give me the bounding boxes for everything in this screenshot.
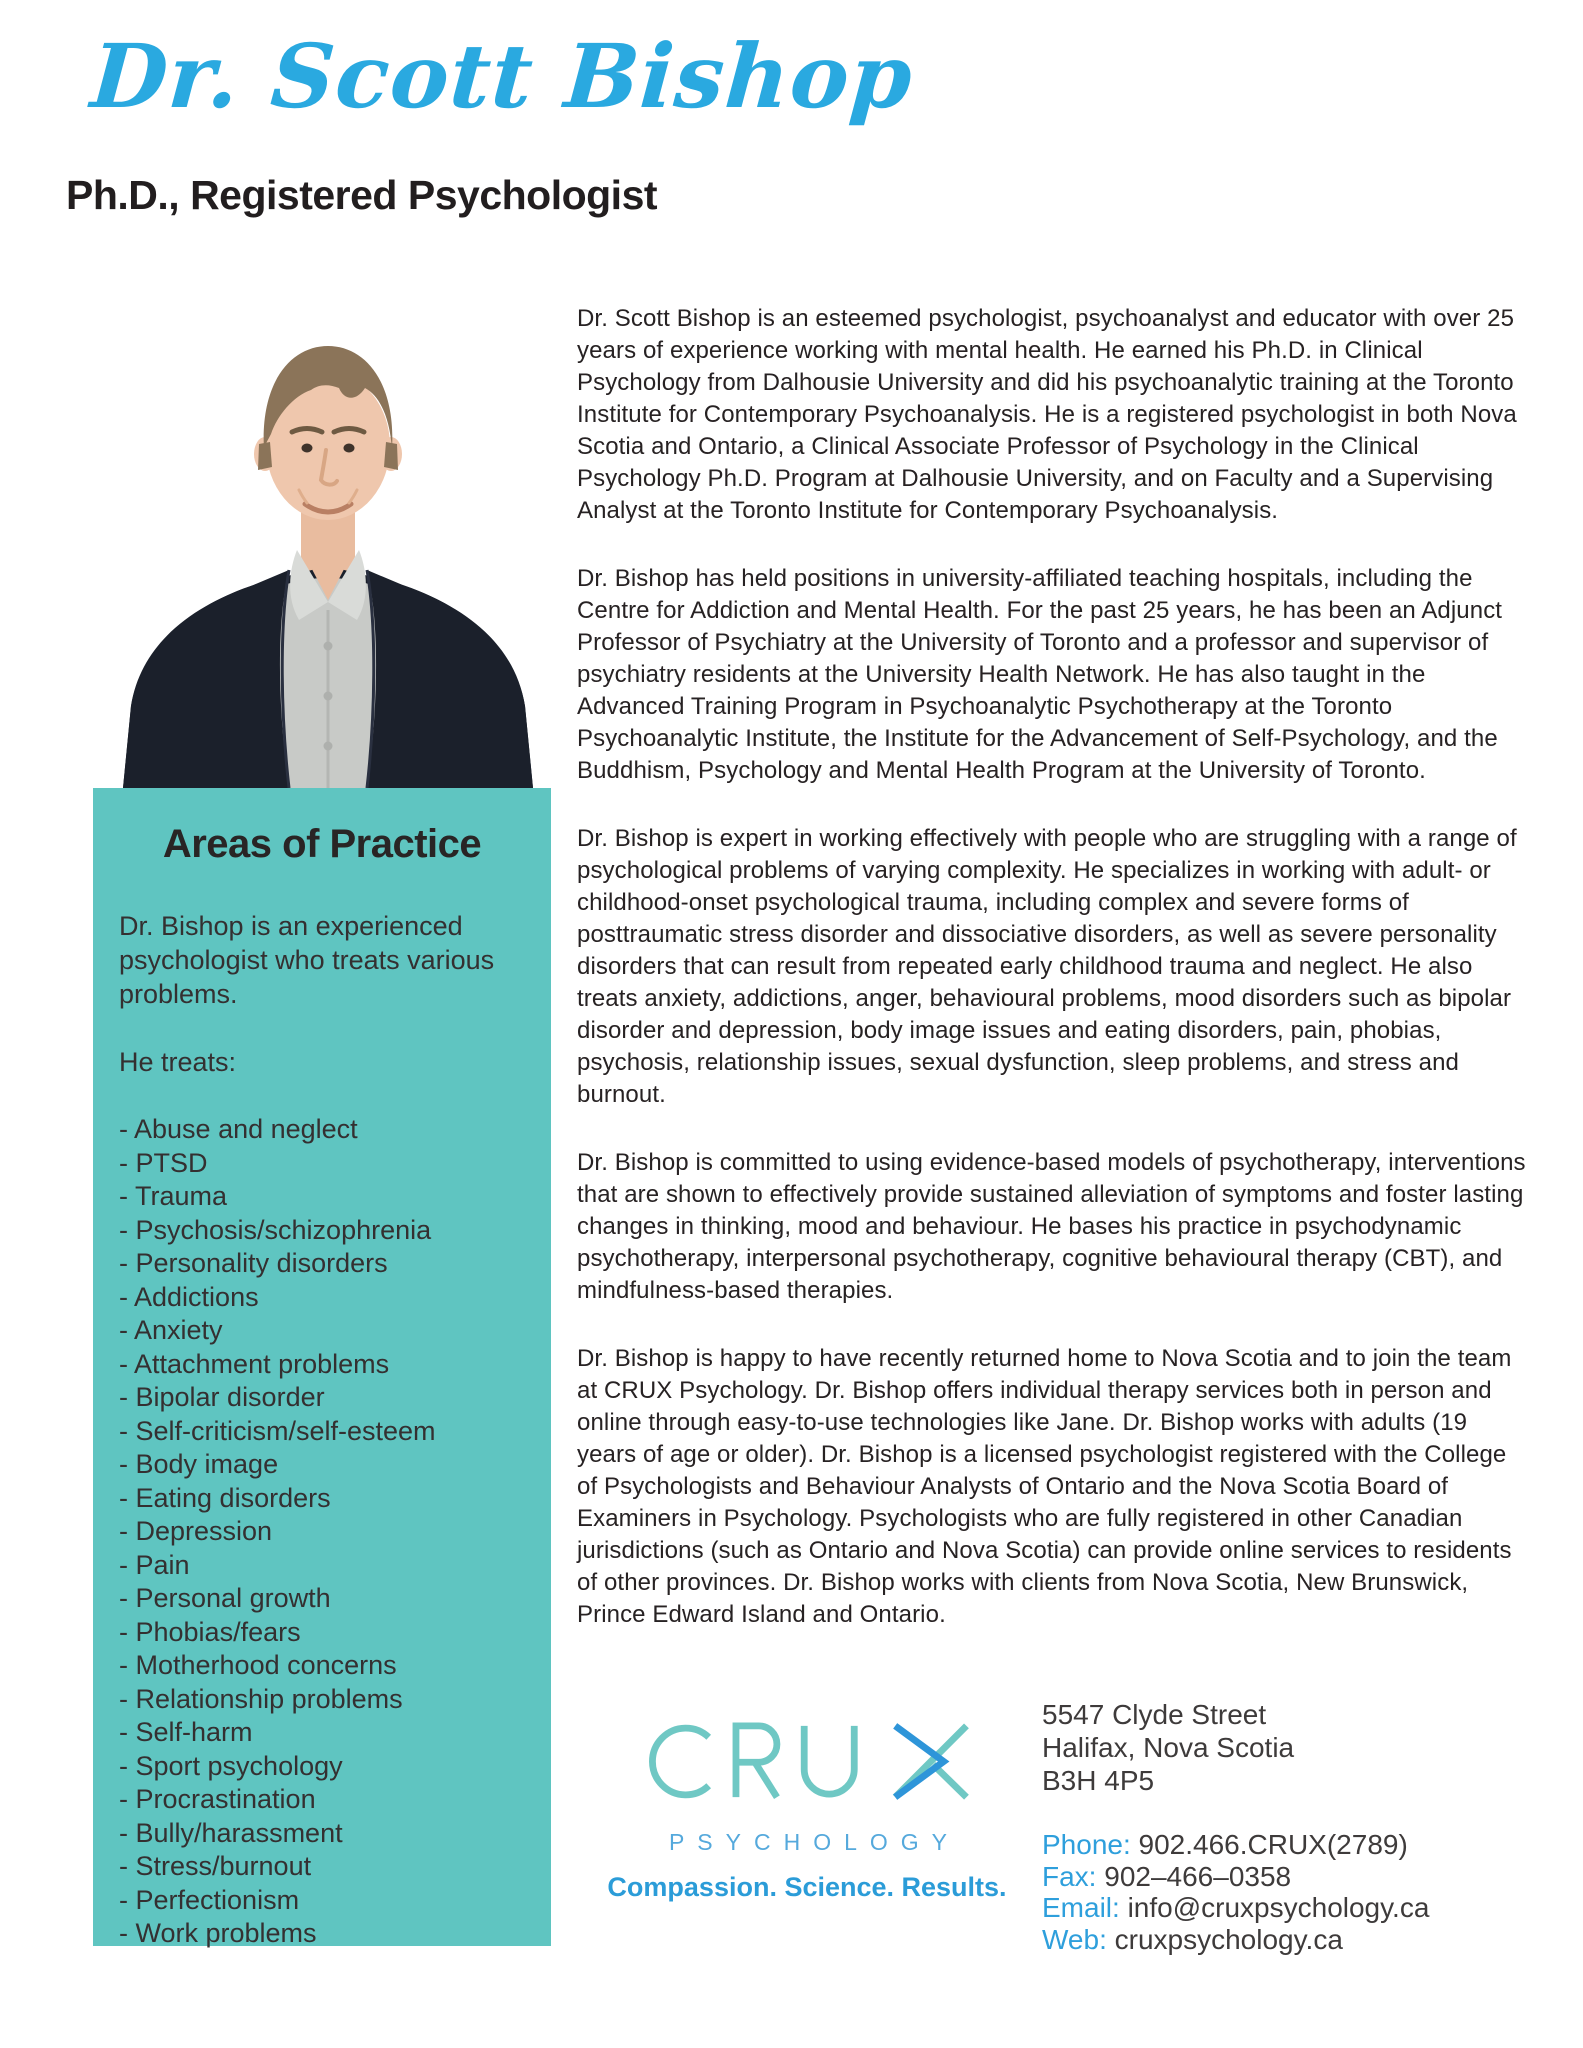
practice-area-item: - Motherhood concerns — [119, 1649, 525, 1683]
address-line: 5547 Clyde Street — [1042, 1699, 1267, 1730]
practice-area-item: - Stress/burnout — [119, 1850, 525, 1884]
logo-psychology-text: PSYCHOLOGY — [668, 1829, 961, 1855]
email-value: info@cruxpsychology.ca — [1127, 1892, 1430, 1923]
fax-value: 902–466–0358 — [1104, 1860, 1292, 1892]
crux-logo — [645, 1722, 971, 1856]
web-row — [1042, 1924, 1429, 1956]
practice-area-item: - Sport psychology — [119, 1750, 525, 1784]
practice-area-item: - Self-harm — [119, 1716, 525, 1750]
practice-area-item: - Anxiety — [119, 1314, 525, 1348]
practice-area-item: - Phobias/fears — [119, 1616, 525, 1650]
practice-area-item: - Eating disorders — [119, 1482, 525, 1516]
phone-label: Phone: — [1042, 1829, 1131, 1860]
areas-heading: Areas of Practice — [162, 822, 482, 866]
treats-label: He treats: — [119, 1047, 237, 1077]
bio-text-column — [577, 303, 1533, 1667]
web-value: cruxpsychology.ca — [1114, 1923, 1343, 1955]
contact-rows — [1042, 1829, 1429, 1955]
practice-area-item: - Self-criticism/self-esteem — [119, 1415, 525, 1449]
practice-area-item: - Psychosis/schizophrenia — [119, 1214, 525, 1248]
logo-tagline: Compassion. Science. Results. — [607, 1872, 1007, 1902]
practice-area-item: - Work problems — [119, 1917, 525, 1951]
practice-area-item: - Bipolar disorder — [119, 1381, 525, 1415]
practice-area-item: - Addictions — [119, 1281, 525, 1315]
practice-area-item: - Relationship problems — [119, 1683, 525, 1717]
fax-label: Fax: — [1042, 1860, 1097, 1892]
portrait-illustration — [93, 298, 551, 788]
bio-paragraph: Dr. Scott Bishop is an esteemed psychologist, psychoanalyst and educator with over 25 years of experience working with mental health. He earned his Ph.D. in Clinical Psychology from Dalhousie University and did his psychoanalytic training at the Toronto Institute for Contemporary Psychoanalysis. He is a registered psychologist in both Nova Scotia and Ontario, a Clinical Associate Professor of Psychology in the Clinical Psychology Ph.D. Program at Dalhousie University, and on Faculty and a Supervising Analyst at the Toronto Institute for Contemporary Psychoanalysis. — [577, 305, 1517, 524]
practice-area-item: - Procrastination — [119, 1783, 525, 1817]
address-line: Halifax, Nova Scotia — [1042, 1732, 1295, 1763]
practice-area-item: - Personal growth — [119, 1582, 525, 1616]
bio-paragraph: Dr. Bishop is expert in working effectively with people who are struggling with a range of psychological problems of varying complexity. He specializes in working with adult- or childhood-onset psychological trauma, including complex and severe forms of posttraumatic stress disorder and dissociative disorders, as well as severe personality disorders that can result from repeated early childhood trauma and neglect. He also treats anxiety, addictions, anger, behavioural problems, mood disorders such as bipolar disorder and depression, body image issues and eating disorders, pain, phobias, psychosis, relationship issues, sexual dysfunction, sleep problems, and stress and burnout. — [577, 825, 1517, 1108]
practice-area-item: - Trauma — [119, 1180, 525, 1214]
practice-area-item: - Personality disorders — [119, 1247, 525, 1281]
practice-area-item: - Abuse and neglect — [119, 1113, 525, 1147]
areas-intro: Dr. Bishop is an experienced psychologist who treats various problems. — [119, 911, 495, 1009]
bio-paragraph: Dr. Bishop has held positions in university-affiliated teaching hospitals, including the Centre for Addiction and Mental Health. For the past 25 years, he has been an Adjunct Professor of Psychiatry at the University of Toronto and a professor and supervisor of psychiatry residents at the University Health Network. He has also taught in the Advanced Training Program in Psychoanalytic Psychotherapy at the Toronto Psychoanalytic Institute, the Institute for the Advancement of Self-Psychology, and the Buddhism, Psychology and Mental Health Program at the University of Toronto. — [577, 565, 1503, 784]
practice-area-item: - Body image — [119, 1448, 525, 1482]
bio-paragraph: Dr. Bishop is committed to using evidence-based models of psychotherapy, interventions that are shown to effectively provide sustained alleviation of symptoms and foster lasting changes in thinking, mood and behaviour. He bases his practice in psychodynamic psychotherapy, interpersonal psychotherapy, cognitive behavioural therapy (CBT), and mindfulness-based therapies. — [577, 1149, 1526, 1304]
practice-area-item: - Bully/harassment — [119, 1817, 525, 1851]
page-title: Dr. Scott Bishop — [87, 24, 917, 128]
bio-paragraph: Dr. Bishop is happy to have recently returned home to Nova Scotia and to join the team at CRUX Psychology. Dr. Bishop offers individual therapy services both in person and online through easy-to-use technologies like Jane. Dr. Bishop works with adults (19 years of age or older). Dr. Bishop is a licensed psychologist registered with the College of Psychologists and Behaviour Analysts of Ontario and the Nova Scotia Board of Examiners in Psychology. Psychologists who are fully registered in other Canadian jurisdictions (such as Ontario and Nova Scotia) can provide online services to residents of other provinces. Dr. Bishop works with clients from Nova Scotia, New Brunswick, Prince Edward Island and Ontario. — [577, 1345, 1512, 1628]
practice-area-item: - Depression — [119, 1515, 525, 1549]
address-line: B3H 4P5 — [1042, 1765, 1155, 1796]
phone-row — [1042, 1829, 1429, 1861]
practice-area-item: - Perfectionism — [119, 1884, 525, 1918]
practice-area-item: - Attachment problems — [119, 1348, 525, 1382]
address — [1042, 1698, 1429, 1797]
practice-area-item: - Pain — [119, 1549, 525, 1583]
practice-area-item: - PTSD — [119, 1147, 525, 1181]
phone-value: 902.466.CRUX(2789) — [1138, 1829, 1408, 1860]
portrait-photo — [93, 298, 551, 788]
page-subtitle: Ph.D., Registered Psychologist — [66, 172, 658, 218]
contact-block — [1042, 1698, 1429, 1955]
practice-areas-list — [119, 1113, 525, 1951]
crux-wordmark — [645, 1722, 971, 1801]
web-label: Web: — [1042, 1923, 1107, 1955]
email-row — [1042, 1892, 1429, 1924]
areas-of-practice-panel — [93, 788, 551, 1946]
fax-row — [1042, 1861, 1429, 1893]
email-label: Email: — [1042, 1892, 1120, 1923]
